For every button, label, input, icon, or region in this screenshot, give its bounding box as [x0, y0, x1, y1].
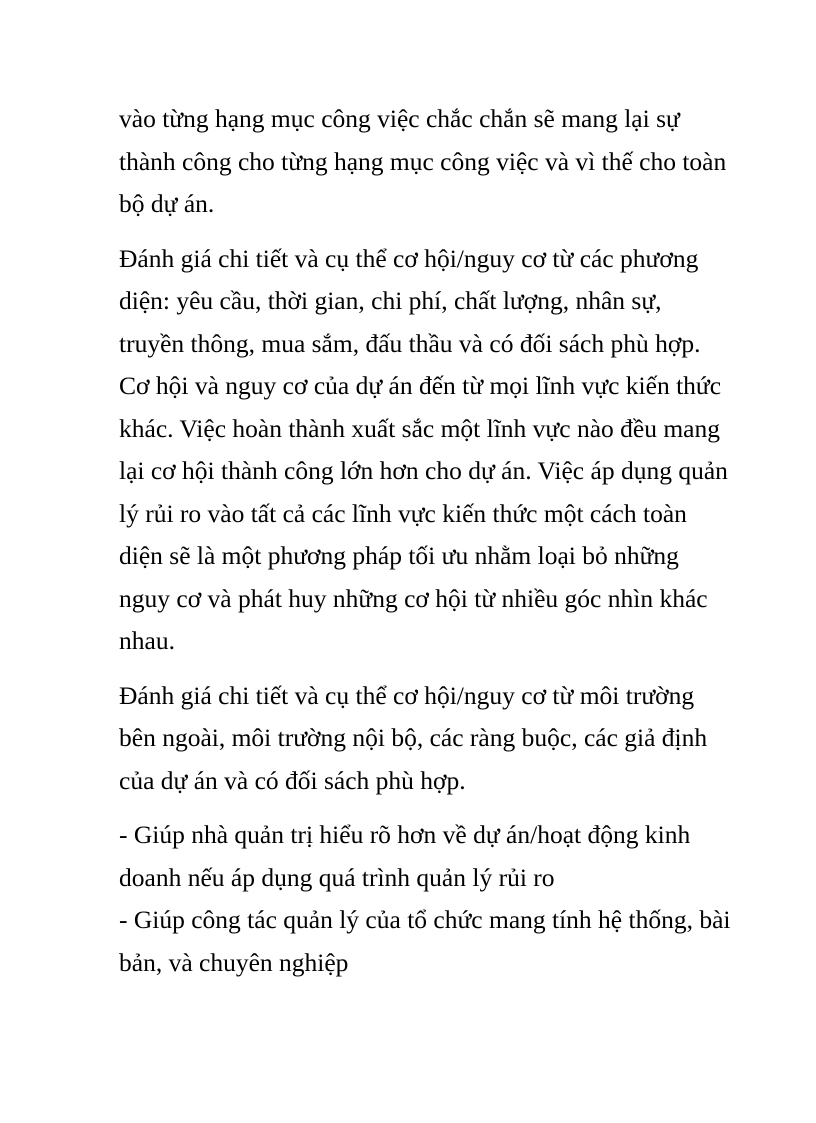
text-line: diện sẽ là một phương pháp tối ưu nhằm loại bỏ những: [119, 541, 679, 570]
paragraph-1: [119, 98, 727, 226]
bullet-list: [119, 814, 731, 984]
paragraph-3: [119, 675, 708, 803]
text-line: Cơ hội và nguy cơ của dự án đến từ mọi lĩnh vực kiến thức: [119, 371, 722, 400]
text-line: nhau.: [119, 626, 175, 655]
text-line: vào từng hạng mục công việc chắc chắn sẽ mang lại sự: [119, 104, 680, 133]
bullet-line: - Giúp công tác quản lý của tổ chức mang tính hệ thống, bài: [119, 905, 731, 934]
bullet-line: doanh nếu áp dụng quá trình quản lý rủi ro: [119, 862, 555, 892]
text-line: diện: yêu cầu, thời gian, chi phí, chất lượng, nhân sự,: [119, 286, 662, 315]
text-line: khác. Việc hoàn thành xuất sắc một lĩnh vực nào đều mang: [119, 413, 720, 443]
text-line: thành công cho từng hạng mục công việc và vì thế cho toàn: [119, 146, 727, 176]
text-line: Đánh giá chi tiết và cụ thể cơ hội/nguy cơ từ các phương: [119, 243, 699, 273]
bullet-line: bản, và chuyên nghiệp: [119, 947, 349, 977]
text-line: lại cơ hội thành công lớn hơn cho dự án. Việc áp dụng quản: [119, 456, 728, 485]
text-line: truyền thông, mua sắm, đấu thầu và có đối sách phù hợp.: [119, 328, 701, 358]
document-page: [119, 98, 731, 984]
bullet-line: - Giúp nhà quản trị hiểu rõ hơn về dự án/hoạt động kinh: [119, 820, 691, 849]
text-line: nguy cơ và phát huy những cơ hội từ nhiều góc nhìn khác: [119, 583, 708, 613]
text-line: lý rủi ro vào tất cả các lĩnh vực kiến thức một cách toàn: [119, 498, 687, 528]
text-line: Đánh giá chi tiết và cụ thể cơ hội/nguy cơ từ môi trường: [119, 680, 695, 710]
paragraph-2: [119, 238, 728, 663]
text-line: bộ dự án.: [119, 189, 215, 218]
text-line: bên ngoài, môi trường nội bộ, các ràng buộc, các giả định: [119, 723, 708, 752]
text-line: của dự án và có đối sách phù hợp.: [119, 765, 466, 795]
